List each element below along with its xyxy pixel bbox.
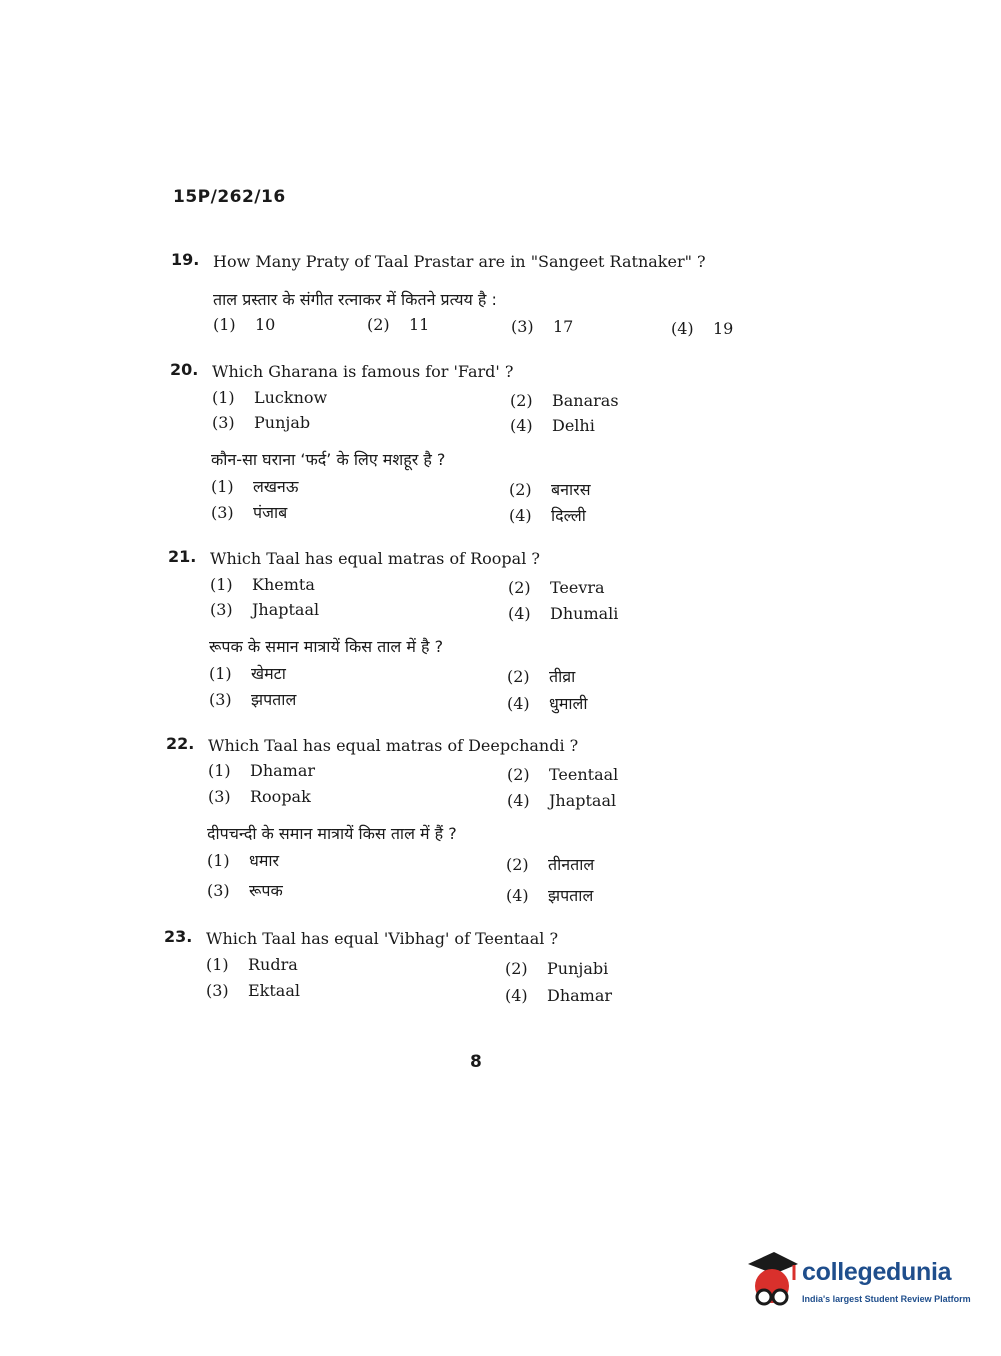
option-text: Lucknow — [254, 388, 328, 407]
option-text: बनारस — [551, 480, 591, 499]
option-number: (4) — [507, 694, 530, 713]
question-number: 22. — [166, 734, 195, 753]
option-text: तीनताल — [548, 855, 595, 874]
option-2 — [510, 391, 619, 410]
option-text: झपताल — [251, 690, 297, 709]
option-number: (1) — [213, 315, 236, 334]
mascot-icon — [744, 1250, 800, 1312]
option-number: (1) — [212, 388, 235, 407]
page-number: 8 — [470, 1052, 482, 1072]
option-text: Dhamar — [547, 986, 613, 1005]
option-4 — [507, 791, 616, 810]
option-1 — [210, 575, 315, 594]
option-number: (3) — [210, 600, 233, 619]
option-1 — [208, 761, 315, 780]
option-number: (2) — [505, 959, 528, 978]
option-number: (4) — [509, 506, 532, 525]
option-number: (4) — [505, 986, 528, 1005]
option-text: तीव्रा — [549, 667, 576, 686]
question-text-en: Which Gharana is famous for 'Fard' ? — [212, 362, 514, 381]
option-number: (1) — [211, 477, 234, 496]
question-text-en: Which Taal has equal matras of Deepchandi ? — [208, 736, 579, 755]
option-4-hi — [506, 884, 593, 906]
question-text-en: Which Taal has equal 'Vibhag' of Teentaal ? — [206, 929, 559, 948]
question-number: 20. — [170, 360, 199, 379]
option-3 — [212, 413, 310, 432]
question-text-hi: कौन-सा घराना ‘फर्द’ के लिए मशहूर है ? — [211, 450, 446, 469]
option-3 — [210, 600, 319, 619]
question-number: 23. — [164, 927, 193, 946]
option-number: (4) — [506, 886, 529, 905]
option-2-hi — [509, 478, 591, 500]
option-text: Banaras — [552, 391, 619, 410]
option-text: खेमटा — [251, 664, 286, 683]
option-text: रूपक — [249, 881, 283, 900]
option-3 — [511, 317, 573, 336]
option-number: (4) — [510, 416, 533, 435]
option-text: Teentaal — [549, 765, 619, 784]
option-number: (1) — [208, 761, 231, 780]
option-number: (2) — [507, 765, 530, 784]
option-text: Dhumali — [550, 604, 619, 623]
logo-wordmark: collegedunia — [802, 1258, 952, 1286]
option-1 — [213, 315, 275, 334]
collegedunia-logo — [744, 1250, 974, 1320]
option-text: Roopak — [250, 787, 311, 806]
option-text: 11 — [409, 315, 430, 334]
question-text-en: How Many Praty of Taal Prastar are in "Sangeet Ratnaker" ? — [213, 252, 706, 271]
option-number: (3) — [208, 787, 231, 806]
option-1-hi — [209, 662, 286, 684]
option-3 — [208, 787, 311, 806]
question-text-en: Which Taal has equal matras of Roopal ? — [210, 549, 540, 568]
option-number: (4) — [508, 604, 531, 623]
option-4 — [508, 604, 618, 623]
option-number: (2) — [510, 391, 533, 410]
option-3 — [206, 981, 300, 1000]
option-3-hi — [211, 501, 287, 523]
option-1 — [206, 955, 298, 974]
option-text: झपताल — [548, 886, 594, 905]
option-1 — [212, 388, 327, 407]
option-number: (2) — [507, 667, 530, 686]
question-text-hi: ताल प्रस्तार के संगीत रत्नाकर में कितने प्रत्यय है : — [213, 290, 497, 309]
option-1-hi — [211, 475, 298, 497]
option-number: (4) — [671, 319, 694, 338]
option-number: (3) — [207, 881, 230, 900]
option-4 — [505, 986, 612, 1005]
option-number: (2) — [367, 315, 390, 334]
option-number: (3) — [209, 690, 232, 709]
option-3-hi — [207, 879, 283, 901]
option-number: (1) — [207, 851, 230, 870]
option-number: (3) — [206, 981, 229, 1000]
option-2-hi — [507, 665, 575, 687]
option-text: Jhaptaal — [549, 791, 617, 810]
option-number: (3) — [211, 503, 234, 522]
option-1-hi — [207, 849, 279, 871]
option-text: धुमाली — [549, 694, 588, 713]
option-text: Teevra — [550, 578, 605, 597]
option-number: (1) — [209, 664, 232, 683]
option-text: Punjabi — [547, 959, 609, 978]
option-2-hi — [506, 853, 594, 875]
logo-tagline: India's largest Student Review Platform — [802, 1294, 971, 1304]
option-number: (3) — [511, 317, 534, 336]
option-4 — [510, 416, 595, 435]
option-number: (1) — [210, 575, 233, 594]
option-2 — [505, 959, 608, 978]
option-4-hi — [507, 692, 588, 714]
option-text: 10 — [255, 315, 276, 334]
option-text: Jhaptaal — [252, 600, 320, 619]
option-2 — [507, 765, 618, 784]
paper-code: 15P/262/16 — [173, 187, 286, 207]
option-text: पंजाब — [253, 503, 288, 522]
option-number: (3) — [212, 413, 235, 432]
question-text-hi: दीपचन्दी के समान मात्रायें किस ताल में हैं ? — [207, 824, 457, 843]
question-number: 21. — [168, 547, 197, 566]
option-number: (4) — [507, 791, 530, 810]
option-text: Rudra — [248, 955, 298, 974]
option-number: (1) — [206, 955, 229, 974]
option-text: Khemta — [252, 575, 315, 594]
question-text-hi: रूपक के समान मात्रायें किस ताल में है ? — [209, 637, 444, 656]
option-number: (2) — [508, 578, 531, 597]
option-text: Dhamar — [250, 761, 316, 780]
option-number: (2) — [509, 480, 532, 499]
option-text: Punjab — [254, 413, 311, 432]
option-4 — [671, 319, 733, 338]
option-text: 19 — [713, 319, 734, 338]
option-text: 17 — [553, 317, 574, 336]
option-3-hi — [209, 688, 296, 710]
option-2 — [367, 315, 429, 334]
question-number: 19. — [171, 250, 200, 269]
option-number: (2) — [506, 855, 529, 874]
option-text: दिल्ली — [551, 506, 586, 525]
option-2 — [508, 578, 605, 597]
option-text: लखनऊ — [253, 477, 299, 496]
option-text: Delhi — [552, 416, 595, 435]
option-4-hi — [509, 504, 586, 526]
option-text: धमार — [249, 851, 280, 870]
option-text: Ektaal — [248, 981, 300, 1000]
